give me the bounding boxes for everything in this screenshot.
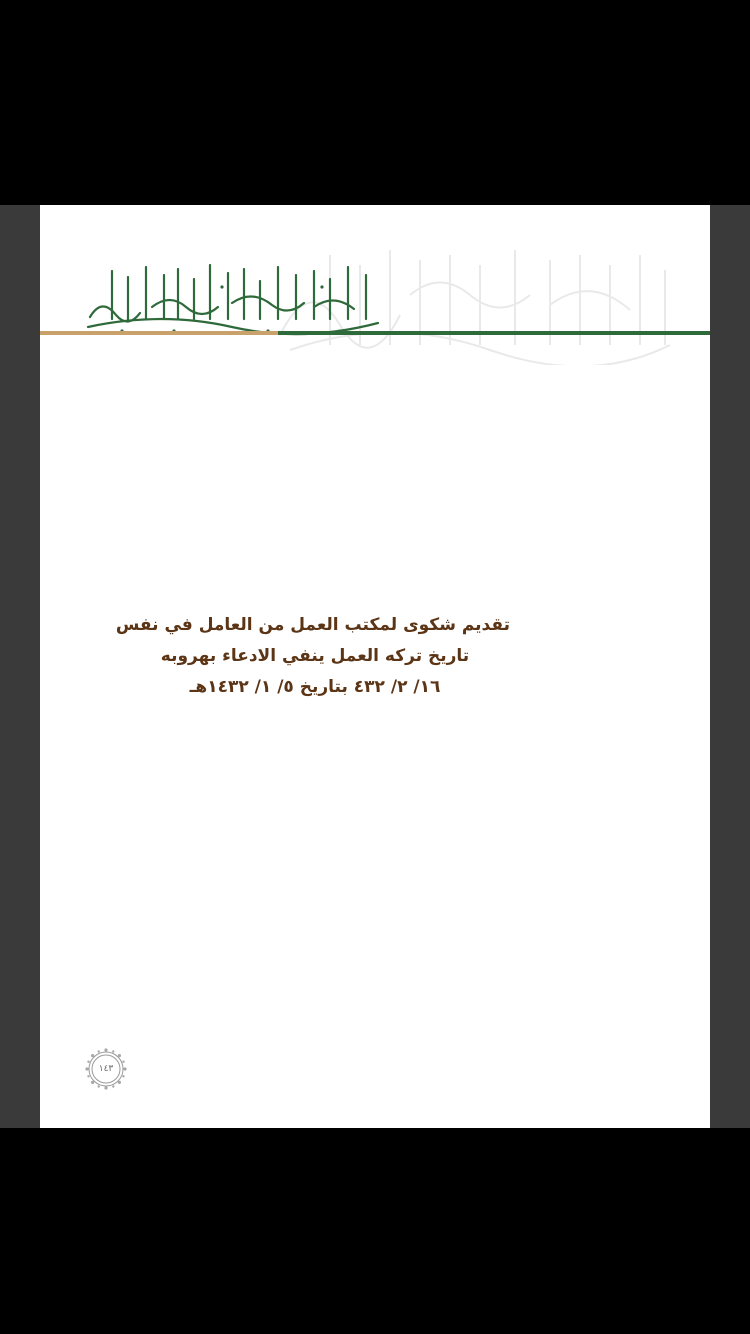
document-page	[40, 205, 710, 1128]
title-line-1: تقديم شكوى لمكتب العمل من العامل في نفس	[115, 615, 510, 635]
organization-calligraphy-logo	[82, 257, 382, 337]
header-rule-green	[278, 331, 710, 335]
title-line-2: تاريخ تركه العمل ينفي الادعاء بهروبه	[160, 646, 470, 666]
document-title	[115, 610, 510, 703]
title-line-3: ١٦/ ٢/ ٤٣٢ بتاريخ ٥/ ١/ ١٤٣٢هـ	[189, 677, 441, 697]
page-number: ١٤٣	[98, 1064, 114, 1074]
header-rule-gold	[40, 331, 278, 335]
document-viewer[interactable]	[0, 205, 750, 1128]
